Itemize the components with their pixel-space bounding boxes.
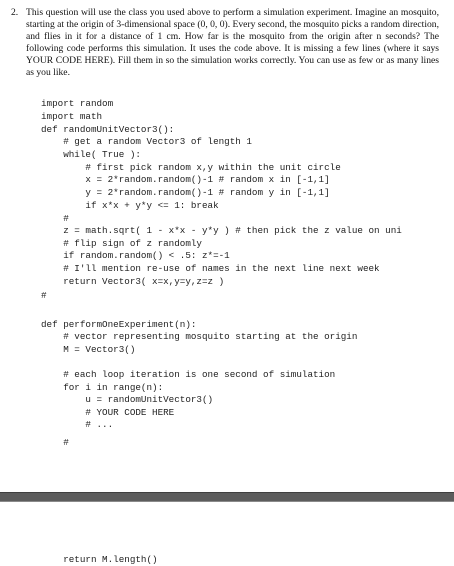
code-line: for i in range(n): bbox=[41, 382, 164, 393]
code-line: # first pick random x,y within the unit circle bbox=[41, 162, 341, 173]
code-line: import random bbox=[41, 98, 114, 109]
question-text: This question will use the class you used above to perform a simulation experiment. Imagine an mosquito, starting at the origin of 3-dimensional space (0, 0, 0). Every second, the mosquito picks a random direction, and flies in it for a distance of 1 cm. How far is the mosquito from the origin after n seconds? The following code performs this simulation. It uses the code above. It is missing a few lines (where it says YOUR CODE HERE). Fill them in so the simulation works correctly. You can use as few or as many lines as you like. bbox=[26, 7, 439, 78]
code-line: # get a random Vector3 of length 1 bbox=[41, 136, 252, 147]
code-line: return Vector3( x=x,y=y,z=z ) bbox=[41, 276, 225, 287]
code-line: u = randomUnitVector3() bbox=[41, 394, 214, 405]
code-line: def performOneExperiment(n): bbox=[41, 319, 197, 330]
code-line: while( True ): bbox=[41, 149, 141, 160]
code-block bbox=[0, 98, 454, 565]
code-line: # YOUR CODE HERE bbox=[41, 407, 175, 418]
code-line: # bbox=[41, 437, 69, 448]
code-line: # bbox=[41, 290, 47, 301]
code-line: if x*x + y*y <= 1: break bbox=[41, 200, 219, 211]
code-line: if random.random() < .5: z*=-1 bbox=[41, 250, 230, 261]
question-number: 2. bbox=[11, 7, 19, 18]
code-line: # bbox=[41, 213, 69, 224]
code-line: # flip sign of z randomly bbox=[41, 238, 202, 249]
code-line: M = Vector3() bbox=[41, 344, 136, 355]
code-line: # I'll mention re-use of names in the next line next week bbox=[41, 263, 380, 274]
page-divider bbox=[0, 492, 454, 502]
code-line: z = math.sqrt( 1 - x*x - y*y ) # then pick the z value on uni bbox=[41, 225, 402, 236]
code-line: y = 2*random.random()-1 # random y in [-1,1] bbox=[41, 187, 330, 198]
code-line: import math bbox=[41, 111, 103, 122]
question-block bbox=[11, 7, 439, 79]
code-line: return M.length() bbox=[41, 554, 158, 565]
code-line: # vector representing mosquito starting at the origin bbox=[41, 331, 358, 342]
code-line: x = 2*random.random()-1 # random x in [-1,1] bbox=[41, 174, 330, 185]
code-line: def randomUnitVector3(): bbox=[41, 124, 175, 135]
code-line: # each loop iteration is one second of simulation bbox=[41, 369, 336, 380]
code-line: # ... bbox=[41, 419, 114, 430]
